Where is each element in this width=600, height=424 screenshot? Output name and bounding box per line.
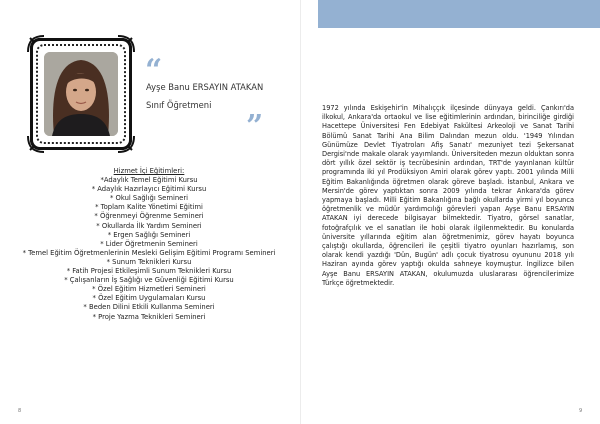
training-item: * Beden Dilini Etkili Kullanma Semineri [83, 303, 215, 312]
training-heading: Hizmet İçi Eğitimleri: [113, 167, 185, 175]
frame-ornament-icon [27, 35, 45, 53]
in-service-training-list [18, 167, 280, 322]
training-item: * Toplam Kalite Yönetimi Eğitimi [95, 203, 203, 212]
header-color-band [318, 0, 600, 28]
training-item: *Adaylık Temel Eğitimi Kursu [100, 176, 198, 185]
page-spread-divider [300, 0, 301, 424]
training-item: * Proje Yazma Teknikleri Semineri [92, 312, 206, 321]
frame-ornament-icon [117, 135, 135, 153]
page-number-right: 9 [579, 408, 583, 414]
training-item: * Okullarda İlk Yardım Semineri [96, 221, 202, 230]
teacher-role: Sınıf Öğretmeni [146, 100, 212, 110]
training-item: * Sunum Teknikleri Kursu [106, 257, 192, 266]
training-item: * Özel Eğitim Hizmetleri Semineri [92, 285, 206, 294]
frame-ornament-icon [27, 135, 45, 153]
teacher-name: Ayşe Banu ERSAYIN ATAKAN [146, 82, 264, 92]
training-item: * Temel Eğitim Öğretmenlerinin Mesleki Gelişim Eğitimi Programı Semineri [22, 248, 276, 257]
training-item: * Fatih Projesi Etkileşimli Sunum Teknikleri Kursu [66, 267, 232, 276]
training-item: * Öğrenmeyi Öğrenme Semineri [94, 212, 204, 221]
quote-open-icon: “ [145, 53, 163, 88]
training-item: * Özel Eğitim Uygulamaları Kursu [92, 294, 206, 303]
training-item: * Ergen Sağlığı Semineri [107, 230, 191, 239]
training-item: * Lider Öğretmenin Semineri [100, 239, 198, 248]
training-item: * Adaylık Hazırlayıcı Eğitimi Kursu [91, 185, 207, 194]
biography-text: 1972 yılında Eskişehir'in Mihalıççık ilçesinde dünyaya geldi. Çankırı'da ilkokul, Ankara'da ortaokul ve lise eğitimlerinin ardından, birinciliğe girdiği Hacettepe Üniversitesi Fen Edebiyat Fakültesi Arkeoloji ve Sanat Tarihi Bölümü Sanat Tarihi Ana Bilim Dalından mezun oldu. '1949 Yılından Günümüze Devlet Tiyatroları Afiş Sanatı' mezuniyet tezi Şekersanat Dergisi'nde makale olarak yayımlandı. Üniversiteden mezun olduktan sonra dört yıllık özel sektör iş tecrübesinin ardından, TRT'de yayınlanan kültür programında iki yıl Prodüksiyon Amiri olarak görev yaptı. 2001 yılında Milli Eğitim Bakanlığında öğretmen olarak göreve başladı. İstanbul, Ankara ve Mersin'de görev yaptıktan sonra 2009 yılında tekrar Ankara'da görev yapmaya başladı. Milli Eğitim Bakanlığına bağlı okullarda yirmi yıl boyunca öğretmenlik ve müdür yardımcılığı görevleri yapan Ayşe Banu ERSAYIN ATAKAN iyi derecede bilgisayar bilmektedir. Tiyatro, görsel sanatlar, fotoğrafçılık ve el sanatları ile hobi olarak ilgilenmektedir. Bu konularda üniversite yıllarında eğitim alan öğretmenimiz, görev hayatı boyunca çalıştığı okullarda, öğrencileri ile çeşitli tiyatro oyunları hazırlamış, son olarak kendi yazdığı 'Dün, Bugün' adlı çocuk tiyatrosu oyununu 2018 yılı Haziran ayında görev yaptığı okulda sahneye koymuştur. İngilizce bilen Ayşe Banu ERSAYIN ATAKAN, okulumuzda uluslararası öğrencilerimize Türkçe öğretmektedir. [322, 104, 574, 287]
teacher-portrait-photo [44, 52, 118, 136]
portrait-frame [30, 38, 132, 150]
frame-ornament-icon [117, 35, 135, 53]
page-number-left: 8 [18, 408, 22, 414]
training-item: * Çalışanların İş Sağlığı ve Güvenliği Eğitimi Kursu [64, 276, 234, 285]
quote-close-icon: ” [246, 109, 264, 144]
training-item: * Okul Sağlığı Semineri [109, 194, 189, 203]
